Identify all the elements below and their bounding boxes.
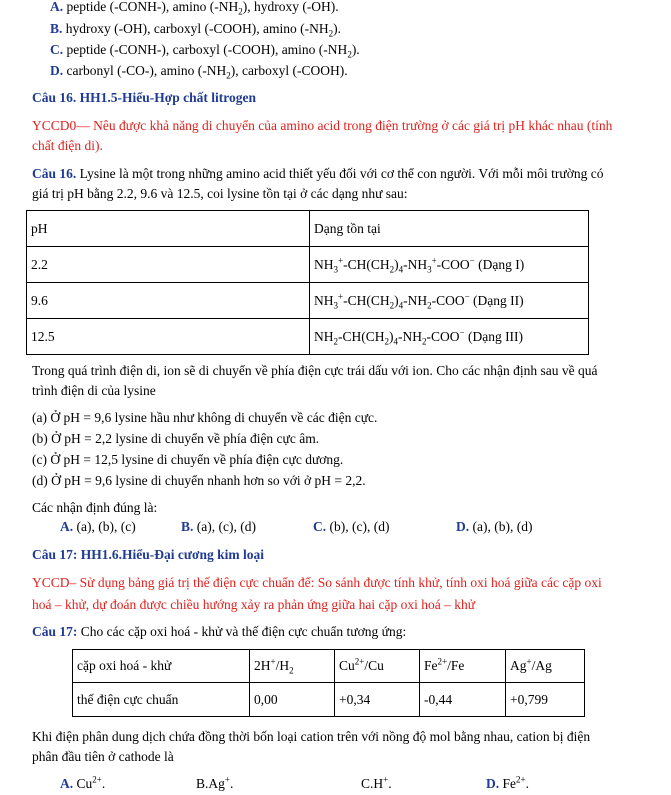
potential-ag: +0,799 [506,683,585,717]
q17-question-line2: phân đầu tiên ở cathode là [32,749,174,764]
table-cell-form: $NH_3^+-CH(CH_2)_4-NH_2-COO^-$ (Dạng II) [310,283,589,319]
table-header-form: Dạng tồn tại [310,211,589,247]
q17-stem: Câu 17: Cho các cặp oxi hoá - khử và thế điện cực chuẩn tương ứng: [32,624,407,639]
potential-fe: -0,44 [420,683,506,717]
q17-answer-c[interactable]: C.H+. [361,774,392,791]
q16-yccd-line2: chất điện di). [32,138,103,153]
q16-after-line1: Trong quá trình điện di, ion sẽ di chuyển về phía điện cực trái dấu với ion. Cho các nhận định sau về quá [32,363,598,378]
table-cell-ph: 12.5 [27,319,310,355]
table-row [73,683,585,717]
q17-header: Câu 17: HH1.6.Hiểu-Đại cương kim loại [32,547,264,562]
table-row [27,283,589,319]
q15-option-d: D. carbonyl (-CO-), amino $(-NH_2)$, carboxyl (-COOH). [50,63,348,81]
couple-ag: Ag+/Ag [506,650,585,683]
q16-stem-line1: Câu 16. Lysine là một trong những amino acid thiết yếu đối với cơ thể con người. Với mỗi môi trường có [32,166,604,181]
table-header-row [27,211,589,247]
q16-answer-c[interactable]: C. (b), (c), (d) [313,519,390,534]
couple-fe: $Fe^{2+}/Fe$ [420,650,506,683]
table-cell-form: $NH_3^+-CH(CH_2)_4-NH_3^+-COO^-$ (Dạng I) [310,247,589,283]
potential-cu: +0,34 [335,683,420,717]
statement-a: (a) Ở pH = 9,6 lysine hầu như không di chuyển về các điện cực. [32,410,378,425]
table-cell-ph: 2.2 [27,247,310,283]
q16-stem-line2: giá trị pH bằng 2.2, 9.6 và 12.5, coi lysine tồn tại ở các dạng như sau: [32,186,408,201]
potential-label: thế điện cực chuẩn [73,683,250,717]
q15-option-c: C. peptide (-CONH-), carboxyl (-COOH), amino $(-NH_2)$. [50,42,360,60]
q17-yccd-line2: hoá – khử, dự đoán được chiều hướng xảy ra phản ứng giữa hai cặp oxi hoá – khử [32,597,476,612]
potential-h: 0,00 [250,683,335,717]
q17-answer-a[interactable]: A. $Cu^{2+}$. [60,774,106,791]
table-row [73,650,585,683]
couple-label: cặp oxi hoá - khử [73,650,250,683]
q16-answer-d[interactable]: D. (a), (b), (d) [456,519,533,534]
q17-yccd-line1: YCCD– Sử dụng bảng giá trị thế điện cực chuẩn để: So sánh được tính khử, tính oxi hoá giữa các cặp oxi [32,575,602,590]
q16-yccd-line1: YCCD0— Nêu được khả năng di chuyển của amino acid trong điện trường ở các giá trị pH khác nhau (tính [32,118,613,133]
q15-option-a: A. peptide (-CONH-), amino $(-NH_2)$, hydroxy (-OH). [50,0,339,17]
table-row [27,319,589,355]
correct-prompt: Các nhận định đúng là: [32,500,158,515]
statement-c: (c) Ở pH = 12,5 lysine di chuyển về phía điện cực dương. [32,452,344,467]
lysine-forms-table [26,210,589,355]
q16-answer-b[interactable]: B. (a), (c), (d) [181,519,256,534]
table-cell-form: $NH_2-CH(CH_2)_4-NH_2-COO^-$ (Dạng III) [310,319,589,355]
table-cell-ph: 9.6 [27,283,310,319]
q16-after-line2: trình điện di của lysine [32,383,156,398]
q16-answer-a[interactable]: A. (a), (b), (c) [60,519,136,534]
electrode-potential-table [72,649,585,717]
couple-h: $2H^+/H_2$ [250,650,335,683]
q17-question-line1: Khi điện phân dung dịch chứa đồng thời bốn loại cation trên với nồng độ mol bằng nhau, cation bị điện [32,729,591,744]
q17-answer-b[interactable]: B.Ag+. [196,774,234,791]
couple-cu: $Cu^{2+}/Cu$ [335,650,420,683]
table-row [27,247,589,283]
q17-answer-d[interactable]: D. $Fe^{2+}$. [486,774,529,791]
statement-b: (b) Ở pH = 2,2 lysine di chuyển về phía điện cực âm. [32,431,320,446]
q16-header: Câu 16. HH1.5-Hiểu-Hợp chất litrogen [32,90,256,105]
table-header-ph: pH [27,211,310,247]
statement-d: (d) Ở pH = 9,6 lysine di chuyển nhanh hơn so với ở pH = 2,2. [32,473,366,488]
q15-option-b: B. hydroxy (-OH), carboxyl (-COOH), amino $(-NH_2)$. [50,21,341,39]
